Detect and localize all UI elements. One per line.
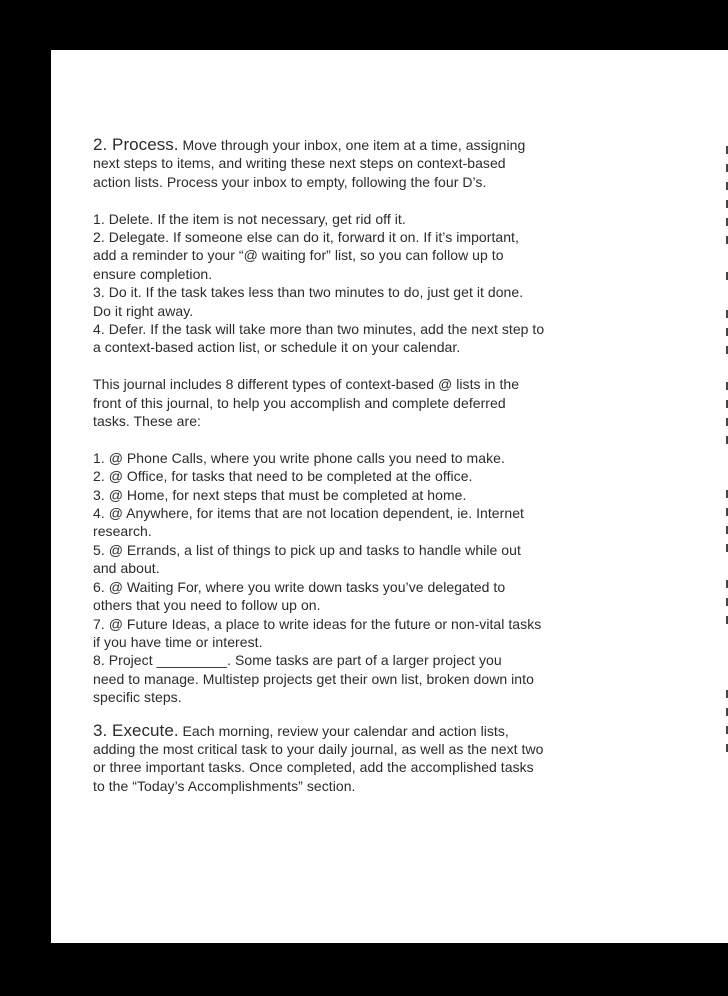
four-ds-line: 4. Defer. If the task will take more than two minutes, add the next step to (93, 321, 545, 338)
four-ds-line: add a reminder to your “@ waiting for” list, so you can follow up to (93, 247, 504, 264)
spacer (93, 707, 593, 722)
context-list-line: need to manage. Multistep projects get their own list, broken down into (93, 670, 534, 687)
context-list-line: research. (93, 523, 152, 540)
context-list-line: specific steps. (93, 689, 182, 706)
journal-paragraph-line: This journal includes 8 different types of context-based @ lists in the (93, 376, 520, 393)
execute-line-2: adding the most critical task to your daily journal, as well as the next two (93, 740, 544, 757)
process-intro-line-3: action lists. Process your inbox to empty, following the four D’s. (93, 173, 487, 190)
context-list-line: 1. @ Phone Calls, where you write phone calls you need to make. (93, 449, 505, 466)
context-list-line: 3. @ Home, for next steps that must be completed at home. (93, 486, 467, 503)
spacer (93, 357, 593, 375)
context-list-line: 7. @ Future Ideas, a place to write ideas for the future or non-vital tasks (93, 615, 542, 632)
execute-line-3: or three important tasks. Once completed, add the accomplished tasks (93, 759, 534, 776)
context-list-line: 4. @ Anywhere, for items that are not location dependent, ie. Internet (93, 505, 524, 522)
execute-text: Each morning, review your calendar and action lists, (178, 722, 509, 739)
four-ds-line: 1. Delete. If the item is not necessary, get rid off it. (93, 210, 406, 227)
context-list-line: 8. Project _________. Some tasks are part of a larger project you (93, 652, 502, 669)
document-page (51, 50, 728, 943)
four-ds-line: ensure completion. (93, 265, 213, 282)
spacer (93, 430, 593, 448)
journal-paragraph-line: front of this journal, to help you accomplish and complete deferred (93, 394, 506, 411)
process-intro-line-2: next steps to items, and writing these next steps on context-based (93, 155, 506, 172)
spacer (93, 191, 593, 209)
four-ds-line: 3. Do it. If the task takes less than two minutes to do, just get it done. (93, 284, 524, 301)
context-list-line: others that you need to follow up on. (93, 597, 321, 614)
four-ds-line: Do it right away. (93, 302, 194, 319)
context-list-line: 2. @ Office, for tasks that need to be completed at the office. (93, 468, 473, 485)
process-intro-line-1 (93, 136, 593, 154)
context-list-line: 6. @ Waiting For, where you write down tasks you’ve delegated to (93, 578, 506, 595)
process-heading: 2. Process. (93, 135, 179, 154)
process-intro-text: Move through your inbox, one item at a time, assigning (178, 137, 526, 153)
journal-paragraph-line: tasks. These are: (93, 413, 201, 430)
execute-line-4: to the “Today’s Accomplishments” section. (93, 777, 356, 794)
context-list-line: 5. @ Errands, a list of things to pick up and tasks to handle while out (93, 541, 521, 558)
execute-heading: 3. Execute. (93, 720, 179, 740)
context-list-line: if you have time or interest. (93, 633, 263, 650)
context-list-line: and about. (93, 560, 160, 577)
four-ds-line: a context-based action list, or schedule it on your calendar. (93, 339, 461, 356)
page-content (93, 136, 593, 795)
execute-line-1 (93, 722, 593, 740)
four-ds-line: 2. Delegate. If someone else can do it, forward it on. If it’s important, (93, 229, 519, 246)
